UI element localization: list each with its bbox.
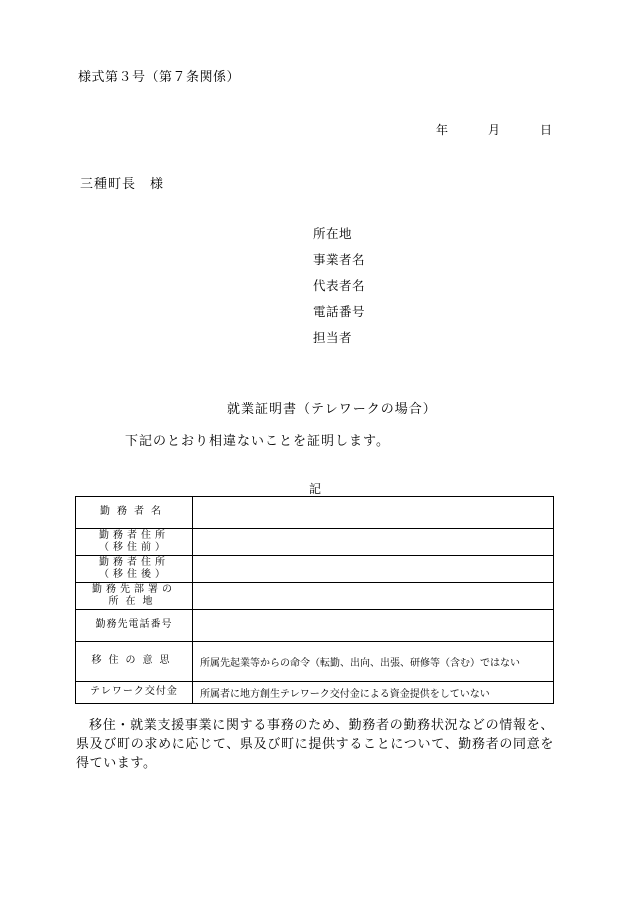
table-row — [76, 529, 554, 556]
telework-grant-value: 所属者に地方創生テレワーク交付金による資金提供をしていない — [193, 682, 554, 704]
row-label — [76, 610, 193, 642]
field-phone: 電話番号 — [313, 304, 366, 319]
table-row — [76, 497, 554, 529]
table-row — [76, 682, 554, 704]
row-label-line: 勤務者名 — [100, 506, 168, 518]
statement: 下記のとおり相違ないことを証明します。 — [125, 434, 390, 449]
table-row — [76, 583, 554, 610]
table-row — [76, 556, 554, 583]
row-label-line: 勤務先部署の — [92, 583, 176, 595]
document-title: 就業証明書（テレワークの場合） — [227, 402, 437, 417]
address-before-value[interactable] — [193, 529, 554, 556]
date-year: 年 — [436, 123, 449, 137]
row-label-line: （移住前） — [99, 542, 169, 553]
relocation-intent-value: 所属先起業等からの命令（転勤、出向、出張、研修等（含む）ではない — [193, 642, 554, 682]
consent-statement: 移住・就業支援事業に関する事務のため、勤務者の勤務状況などの情報を、県及び町の求めに応じて、県及び町に提供することについて、勤務者の同意を得ています。 — [76, 718, 554, 771]
department-location-value[interactable] — [193, 583, 554, 610]
row-label-line: テレワーク交付金 — [90, 686, 178, 698]
form-number: 様式第３号（第７条関係） — [78, 70, 241, 85]
address-after-value[interactable] — [193, 556, 554, 583]
row-label-line: 勤務先電話番号 — [95, 619, 173, 631]
row-label — [76, 529, 193, 556]
row-label-line: 所在地 — [108, 596, 160, 607]
workplace-phone-value[interactable] — [193, 610, 554, 642]
worker-name-value[interactable] — [193, 497, 554, 529]
row-label — [76, 642, 193, 682]
row-label-line: （移住後） — [99, 569, 169, 580]
row-label — [76, 497, 193, 529]
field-contact-person: 担当者 — [313, 330, 353, 345]
ki-mark: 記 — [309, 482, 322, 496]
field-business-name: 事業者名 — [313, 252, 366, 267]
addressee: 三種町長 様 — [80, 177, 165, 192]
row-label-line: 勤務者住所 — [99, 556, 169, 568]
date-day: 日 — [540, 123, 553, 137]
table-row — [76, 642, 554, 682]
row-label — [76, 682, 193, 704]
field-representative: 代表者名 — [313, 278, 366, 293]
row-label — [76, 556, 193, 583]
field-address: 所在地 — [313, 226, 353, 241]
certificate-table — [75, 496, 554, 704]
row-label — [76, 583, 193, 610]
table-row — [76, 610, 554, 642]
date-month: 月 — [488, 123, 501, 137]
row-label-line: 移住の意思 — [91, 655, 177, 667]
row-label-line: 勤務者住所 — [99, 529, 169, 541]
